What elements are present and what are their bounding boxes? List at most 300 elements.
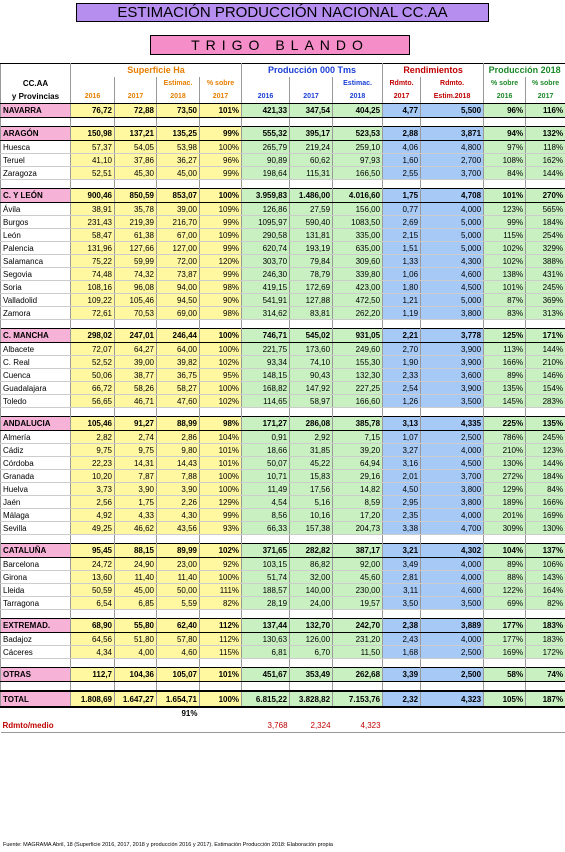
- rendimiento-2018-cell: 4,000: [421, 633, 484, 646]
- produccion-2017-cell: 90,43: [290, 369, 333, 382]
- superficie-pct-cell: 109%: [200, 229, 242, 242]
- produccion-2018-cell: 339,80: [333, 268, 383, 281]
- produccion-2017-cell: 1.486,00: [290, 189, 333, 203]
- spacer-cell: [200, 180, 242, 189]
- row-name: Barcelona: [1, 558, 71, 571]
- spacer-cell: [200, 118, 242, 127]
- spacer-cell: [421, 659, 484, 668]
- superficie-2018-cell: 1.654,71: [157, 691, 200, 707]
- rendimiento-2018-cell: 3,900: [421, 382, 484, 395]
- footer-cell: [242, 707, 290, 719]
- produccion-2017-cell: 15,83: [290, 470, 333, 483]
- pct-sobre-2016-cell: 123%: [484, 203, 526, 216]
- spacer-row: [1, 408, 565, 417]
- produccion-2017-cell: 2,92: [290, 431, 333, 444]
- superficie-pct-cell: 93%: [200, 522, 242, 535]
- header-estimac: Estimac.: [333, 77, 383, 90]
- superficie-pct-cell: 100%: [200, 483, 242, 496]
- produccion-2016-cell: 11,49: [242, 483, 290, 496]
- rendimiento-cell: [383, 719, 421, 733]
- rendimiento-2018-cell: 5,000: [421, 294, 484, 307]
- superficie-2018-cell: 105,07: [157, 668, 200, 682]
- rendimiento-2017-cell: 2,21: [383, 329, 421, 343]
- produccion-2017-cell: 45,22: [290, 457, 333, 470]
- rendimiento-2018-cell: 3,500: [421, 395, 484, 408]
- produccion-2018-cell: 97,93: [333, 154, 383, 167]
- superficie-2017-cell: 104,36: [115, 668, 157, 682]
- superficie-2017-cell: 39,00: [115, 356, 157, 369]
- row-name: Cuenca: [1, 369, 71, 382]
- spacer-cell: [157, 180, 200, 189]
- rendimiento-2017-cell: 1,21: [383, 294, 421, 307]
- superficie-2017-cell: 96,08: [115, 281, 157, 294]
- spacer-cell: [71, 320, 115, 329]
- row-name: Burgos: [1, 216, 71, 229]
- row-name: Zamora: [1, 307, 71, 320]
- superficie-2017-cell: 74,32: [115, 268, 157, 281]
- pct-sobre-2016-cell: 130%: [484, 457, 526, 470]
- rendimiento-2018-cell: 3,800: [421, 307, 484, 320]
- rendimiento-2017-cell: 2,01: [383, 470, 421, 483]
- pct-sobre-2017-cell: 144%: [526, 343, 565, 356]
- superficie-2017-cell: 4,00: [115, 646, 157, 659]
- produccion-2016-cell: 198,64: [242, 167, 290, 180]
- superficie-2017-cell: 14,31: [115, 457, 157, 470]
- rendimiento-2018-cell: 3,800: [421, 483, 484, 496]
- row-name: Salamanca: [1, 255, 71, 268]
- header-blank: [290, 77, 333, 90]
- spacer-cell: [333, 682, 383, 692]
- superficie-2016-cell: 9,75: [71, 444, 115, 457]
- produccion-2017-cell: 83,81: [290, 307, 333, 320]
- produccion-2017-cell: 140,00: [290, 584, 333, 597]
- superficie-2018-cell: 64,00: [157, 343, 200, 356]
- pct-sobre-2016-cell: 104%: [484, 544, 526, 558]
- spacer-cell: [242, 610, 290, 619]
- superficie-pct-cell: 101%: [200, 104, 242, 118]
- pct-sobre-2016-cell: 166%: [484, 356, 526, 369]
- row-name: Lleida: [1, 584, 71, 597]
- spacer-cell: [71, 535, 115, 544]
- produccion-2016-cell: 371,65: [242, 544, 290, 558]
- pct-sobre-2016-cell: 210%: [484, 444, 526, 457]
- produccion-2018-cell: 11,50: [333, 646, 383, 659]
- superficie-2016-cell: 3,73: [71, 483, 115, 496]
- rendimiento-2018-cell: 3,800: [421, 496, 484, 509]
- row-name: Huesca: [1, 141, 71, 154]
- superficie-2016-cell: 24,72: [71, 558, 115, 571]
- superficie-2016-cell: 38,91: [71, 203, 115, 216]
- produccion-2016-cell: 303,70: [242, 255, 290, 268]
- superficie-2018-cell: 94,50: [157, 294, 200, 307]
- pct-sobre-2016-cell: 138%: [484, 268, 526, 281]
- produccion-2018-cell: 231,20: [333, 633, 383, 646]
- superficie-2016-cell: 1.808,69: [71, 691, 115, 707]
- superficie-2017-cell: 72,88: [115, 104, 157, 118]
- footer-cell: [200, 707, 242, 719]
- produccion-2018-cell: 166,60: [333, 395, 383, 408]
- pct-sobre-2016-cell: 102%: [484, 255, 526, 268]
- produccion-2017-cell: 147,92: [290, 382, 333, 395]
- superficie-2018-cell: 5,59: [157, 597, 200, 610]
- pct-sobre-2016-cell: 115%: [484, 229, 526, 242]
- superficie-2017-cell: 6,85: [115, 597, 157, 610]
- spacer-cell: [484, 118, 526, 127]
- header-year: 2016: [484, 90, 526, 104]
- province-row: [1, 522, 565, 535]
- pct-sobre-2017-cell: 144%: [526, 457, 565, 470]
- spacer-cell: [115, 408, 157, 417]
- footer-cell: [115, 707, 157, 719]
- produccion-2018-cell: 7,15: [333, 431, 383, 444]
- province-row: [1, 457, 565, 470]
- row-name: Toledo: [1, 395, 71, 408]
- province-row: [1, 597, 565, 610]
- produccion-2016-cell: 555,32: [242, 127, 290, 141]
- pct-sobre-2016-cell: 83%: [484, 307, 526, 320]
- rendimiento-cell: [115, 719, 157, 733]
- spacer-cell: [242, 682, 290, 692]
- pct-sobre-2016-cell: 108%: [484, 154, 526, 167]
- spacer-cell: [157, 682, 200, 692]
- produccion-2017-cell: 545,02: [290, 329, 333, 343]
- superficie-pct-cell: 99%: [200, 509, 242, 522]
- region-row: [1, 127, 565, 141]
- spacer-cell: [242, 320, 290, 329]
- pct-sobre-2017-cell: 369%: [526, 294, 565, 307]
- rendimiento-2017-cell: 1,75: [383, 189, 421, 203]
- produccion-2016-cell: 265,79: [242, 141, 290, 154]
- spacer-cell: [333, 320, 383, 329]
- produccion-2016-cell: 221,75: [242, 343, 290, 356]
- spacer-cell: [71, 682, 115, 692]
- spacer-cell: [157, 408, 200, 417]
- header-pct-sobre: % sobre: [484, 77, 526, 90]
- province-row: [1, 431, 565, 444]
- rendimiento-cell: 3,768: [242, 719, 290, 733]
- rendimiento-2017-cell: 4,77: [383, 104, 421, 118]
- row-name: Valladolid: [1, 294, 71, 307]
- superficie-pct-cell: 100%: [200, 141, 242, 154]
- produccion-2016-cell: 130,63: [242, 633, 290, 646]
- rendimiento-2018-cell: 4,700: [421, 522, 484, 535]
- source-note: Fuente: MAGRAMA Abril, 18 (Superficie 2016, 2017, 2018 y producción 2016 y 2017). Estimación Producción 2018: Elaboración propia: [3, 842, 333, 848]
- pct-sobre-2017-cell: 123%: [526, 444, 565, 457]
- rendimiento-2018-cell: 4,300: [421, 255, 484, 268]
- spacer-cell: [290, 682, 333, 692]
- row-name: C. Real: [1, 356, 71, 369]
- superficie-pct-cell: 98%: [200, 417, 242, 431]
- spacer-cell: [71, 610, 115, 619]
- rendimiento-2017-cell: 2,55: [383, 167, 421, 180]
- rendimiento-2018-cell: 4,600: [421, 268, 484, 281]
- produccion-2018-cell: 635,00: [333, 242, 383, 255]
- rendimiento-2017-cell: 2,88: [383, 127, 421, 141]
- row-name: OTRAS: [1, 668, 71, 682]
- pct-sobre-2016-cell: 97%: [484, 141, 526, 154]
- superficie-pct-cell: 112%: [200, 619, 242, 633]
- superficie-pct-cell: 100%: [200, 382, 242, 395]
- superficie-2017-cell: 11,40: [115, 571, 157, 584]
- produccion-2017-cell: 395,17: [290, 127, 333, 141]
- superficie-2018-cell: 127,00: [157, 242, 200, 255]
- produccion-2018-cell: 17,20: [333, 509, 383, 522]
- province-row: [1, 633, 565, 646]
- pct-sobre-2017-cell: 132%: [526, 127, 565, 141]
- pct-sobre-2016-cell: 201%: [484, 509, 526, 522]
- superficie-2017-cell: 38,77: [115, 369, 157, 382]
- pct-sobre-2017-cell: 162%: [526, 154, 565, 167]
- pct-sobre-2017-cell: 183%: [526, 633, 565, 646]
- produccion-2018-cell: 423,00: [333, 281, 383, 294]
- row-name: León: [1, 229, 71, 242]
- superficie-2016-cell: 72,61: [71, 307, 115, 320]
- pct-sobre-2017-cell: 116%: [526, 104, 565, 118]
- row-name: Ávila: [1, 203, 71, 216]
- produccion-2016-cell: 6,81: [242, 646, 290, 659]
- superficie-2018-cell: 7,88: [157, 470, 200, 483]
- superficie-pct-cell: 104%: [200, 431, 242, 444]
- footer-cell: [1, 707, 71, 719]
- superficie-2017-cell: 9,75: [115, 444, 157, 457]
- spacer-cell: [1, 682, 71, 692]
- footer-cell: [421, 707, 484, 719]
- superficie-2016-cell: 231,43: [71, 216, 115, 229]
- spacer-cell: [1, 118, 71, 127]
- superficie-pct-cell: 95%: [200, 369, 242, 382]
- spacer-cell: [421, 610, 484, 619]
- produccion-2017-cell: 17,56: [290, 483, 333, 496]
- superficie-2018-cell: 88,99: [157, 417, 200, 431]
- pct-sobre-2017-cell: 166%: [526, 496, 565, 509]
- rendimiento-2017-cell: 1,06: [383, 268, 421, 281]
- superficie-2016-cell: 6,54: [71, 597, 115, 610]
- spacer-cell: [421, 180, 484, 189]
- rendimiento-2018-cell: 4,500: [421, 281, 484, 294]
- spacer-cell: [115, 535, 157, 544]
- province-row: [1, 483, 565, 496]
- spacer-cell: [1, 180, 71, 189]
- produccion-2016-cell: 126,86: [242, 203, 290, 216]
- rendimiento-2018-cell: 3,871: [421, 127, 484, 141]
- spacer-cell: [526, 535, 565, 544]
- row-name: Girona: [1, 571, 71, 584]
- rendimiento-2017-cell: 1,68: [383, 646, 421, 659]
- province-row: [1, 229, 565, 242]
- spacer-cell: [421, 408, 484, 417]
- produccion-2017-cell: 590,40: [290, 216, 333, 229]
- spacer-cell: [290, 180, 333, 189]
- footer-cell: [290, 707, 333, 719]
- spacer-cell: [526, 682, 565, 692]
- rendimiento-2018-cell: 4,335: [421, 417, 484, 431]
- superficie-2017-cell: 54,05: [115, 141, 157, 154]
- spacer-row: [1, 682, 565, 692]
- superficie-2017-cell: 219,39: [115, 216, 157, 229]
- superficie-2018-cell: 73,50: [157, 104, 200, 118]
- header-pct-sobre: % sobre: [526, 77, 565, 90]
- produccion-2016-cell: 51,74: [242, 571, 290, 584]
- superficie-pct-cell: 99%: [200, 268, 242, 281]
- superficie-2018-cell: 94,00: [157, 281, 200, 294]
- pct-sobre-2017-cell: 154%: [526, 382, 565, 395]
- province-row: [1, 496, 565, 509]
- spacer-cell: [242, 118, 290, 127]
- rendimiento-2017-cell: 3,39: [383, 668, 421, 682]
- province-row: [1, 356, 565, 369]
- superficie-2017-cell: 91,27: [115, 417, 157, 431]
- superficie-2016-cell: 95,45: [71, 544, 115, 558]
- rendimiento-2017-cell: 2,38: [383, 619, 421, 633]
- superficie-2016-cell: 2,82: [71, 431, 115, 444]
- region-row: [1, 668, 565, 682]
- rendimiento-2018-cell: 4,000: [421, 444, 484, 457]
- produccion-2018-cell: 404,25: [333, 104, 383, 118]
- spacer-cell: [200, 320, 242, 329]
- produccion-2016-cell: 148,15: [242, 369, 290, 382]
- rendimiento-2018-cell: 4,000: [421, 558, 484, 571]
- footer-cell: [484, 707, 526, 719]
- spacer-cell: [526, 610, 565, 619]
- spacer-cell: [115, 659, 157, 668]
- spacer-cell: [526, 408, 565, 417]
- superficie-2016-cell: 109,22: [71, 294, 115, 307]
- superficie-2016-cell: 105,46: [71, 417, 115, 431]
- pct-sobre-2016-cell: 94%: [484, 127, 526, 141]
- spacer-cell: [157, 535, 200, 544]
- spacer-cell: [115, 180, 157, 189]
- pct-sobre-2016-cell: 101%: [484, 189, 526, 203]
- spacer-cell: [200, 610, 242, 619]
- header-year: 2016: [242, 90, 290, 104]
- superficie-2018-cell: 14,43: [157, 457, 200, 470]
- rendimiento-cell: [526, 719, 565, 733]
- spacer-cell: [421, 118, 484, 127]
- spacer-cell: [484, 408, 526, 417]
- superficie-2018-cell: 69,00: [157, 307, 200, 320]
- row-name: Badajoz: [1, 633, 71, 646]
- pct-sobre-2016-cell: 96%: [484, 104, 526, 118]
- rendimiento-2018-cell: 3,500: [421, 597, 484, 610]
- superficie-2016-cell: 52,52: [71, 356, 115, 369]
- row-name: Soria: [1, 281, 71, 294]
- superficie-pct-cell: 101%: [200, 457, 242, 470]
- rendimiento-2017-cell: 4,50: [383, 483, 421, 496]
- row-name: Cáceres: [1, 646, 71, 659]
- pct-sobre-2017-cell: 245%: [526, 431, 565, 444]
- produccion-2016-cell: 290,58: [242, 229, 290, 242]
- superficie-2017-cell: 37,86: [115, 154, 157, 167]
- superficie-2016-cell: 298,02: [71, 329, 115, 343]
- row-name: NAVARRA: [1, 104, 71, 118]
- produccion-2018-cell: 45,60: [333, 571, 383, 584]
- superficie-2018-cell: 62,40: [157, 619, 200, 633]
- superficie-2017-cell: 61,38: [115, 229, 157, 242]
- produccion-2016-cell: 451,67: [242, 668, 290, 682]
- pct-sobre-2016-cell: 145%: [484, 395, 526, 408]
- spacer-cell: [290, 535, 333, 544]
- rendimiento-2017-cell: 4,06: [383, 141, 421, 154]
- superficie-2016-cell: 131,96: [71, 242, 115, 255]
- produccion-2018-cell: 523,53: [333, 127, 383, 141]
- pct-sobre-2016-cell: 88%: [484, 571, 526, 584]
- superficie-2018-cell: 73,87: [157, 268, 200, 281]
- region-row: [1, 544, 565, 558]
- header-superficie: Superficie Ha: [71, 64, 242, 78]
- spacer-cell: [200, 659, 242, 668]
- superficie-pct-cell: 99%: [200, 127, 242, 141]
- spacer-cell: [333, 118, 383, 127]
- rendimiento-2017-cell: 2,33: [383, 369, 421, 382]
- pct-sobre-2017-cell: 210%: [526, 356, 565, 369]
- footer-cell: [71, 707, 115, 719]
- rendimiento-2017-cell: 2,81: [383, 571, 421, 584]
- pct-sobre-2017-cell: 187%: [526, 691, 565, 707]
- header-ccaa: CC.AA: [1, 77, 71, 90]
- superficie-2017-cell: 2,74: [115, 431, 157, 444]
- produccion-2016-cell: 188,57: [242, 584, 290, 597]
- produccion-2018-cell: 204,73: [333, 522, 383, 535]
- superficie-pct-cell: 115%: [200, 646, 242, 659]
- below-total-row: [1, 707, 565, 719]
- header-provincias: y Provincias: [1, 90, 71, 104]
- superficie-2018-cell: 50,00: [157, 584, 200, 597]
- produccion-2018-cell: 385,78: [333, 417, 383, 431]
- spacer-cell: [383, 320, 421, 329]
- pct-sobre-2017-cell: 245%: [526, 281, 565, 294]
- superficie-2017-cell: 64,27: [115, 343, 157, 356]
- province-row: [1, 509, 565, 522]
- superficie-pct-cell: 96%: [200, 154, 242, 167]
- superficie-pct-cell: 129%: [200, 496, 242, 509]
- superficie-2017-cell: 46,62: [115, 522, 157, 535]
- produccion-2016-cell: 620,74: [242, 242, 290, 255]
- pct-sobre-2016-cell: 69%: [484, 597, 526, 610]
- produccion-2018-cell: 29,16: [333, 470, 383, 483]
- produccion-2016-cell: 4,54: [242, 496, 290, 509]
- produccion-2017-cell: 32,00: [290, 571, 333, 584]
- footer-cell: [333, 707, 383, 719]
- produccion-2017-cell: 27,59: [290, 203, 333, 216]
- superficie-2016-cell: 64,56: [71, 633, 115, 646]
- province-row: [1, 255, 565, 268]
- rendimiento-2017-cell: 3,11: [383, 584, 421, 597]
- rendimiento-2018-cell: 4,000: [421, 203, 484, 216]
- rendimiento-2018-cell: 5,000: [421, 216, 484, 229]
- rendimiento-2017-cell: 2,54: [383, 382, 421, 395]
- row-name: Segovia: [1, 268, 71, 281]
- rendimiento-2018-cell: 5,500: [421, 104, 484, 118]
- rendimiento-2017-cell: 1,90: [383, 356, 421, 369]
- spacer-cell: [383, 659, 421, 668]
- superficie-2017-cell: 105,46: [115, 294, 157, 307]
- superficie-pct-cell: 92%: [200, 558, 242, 571]
- superficie-2016-cell: 4,34: [71, 646, 115, 659]
- superficie-pct-cell: 120%: [200, 255, 242, 268]
- spacer-cell: [1, 659, 71, 668]
- pct-sobre-2016-cell: 89%: [484, 369, 526, 382]
- pct-sobre-2016-cell: 87%: [484, 294, 526, 307]
- superficie-2016-cell: 49,25: [71, 522, 115, 535]
- spacer-cell: [157, 610, 200, 619]
- rendimiento-2017-cell: 1,51: [383, 242, 421, 255]
- rendimiento-2017-cell: 3,13: [383, 417, 421, 431]
- row-name: Guadalajara: [1, 382, 71, 395]
- rendimiento-2017-cell: 2,69: [383, 216, 421, 229]
- produccion-2018-cell: 156,00: [333, 203, 383, 216]
- superficie-pct-cell: 82%: [200, 597, 242, 610]
- row-name: Málaga: [1, 509, 71, 522]
